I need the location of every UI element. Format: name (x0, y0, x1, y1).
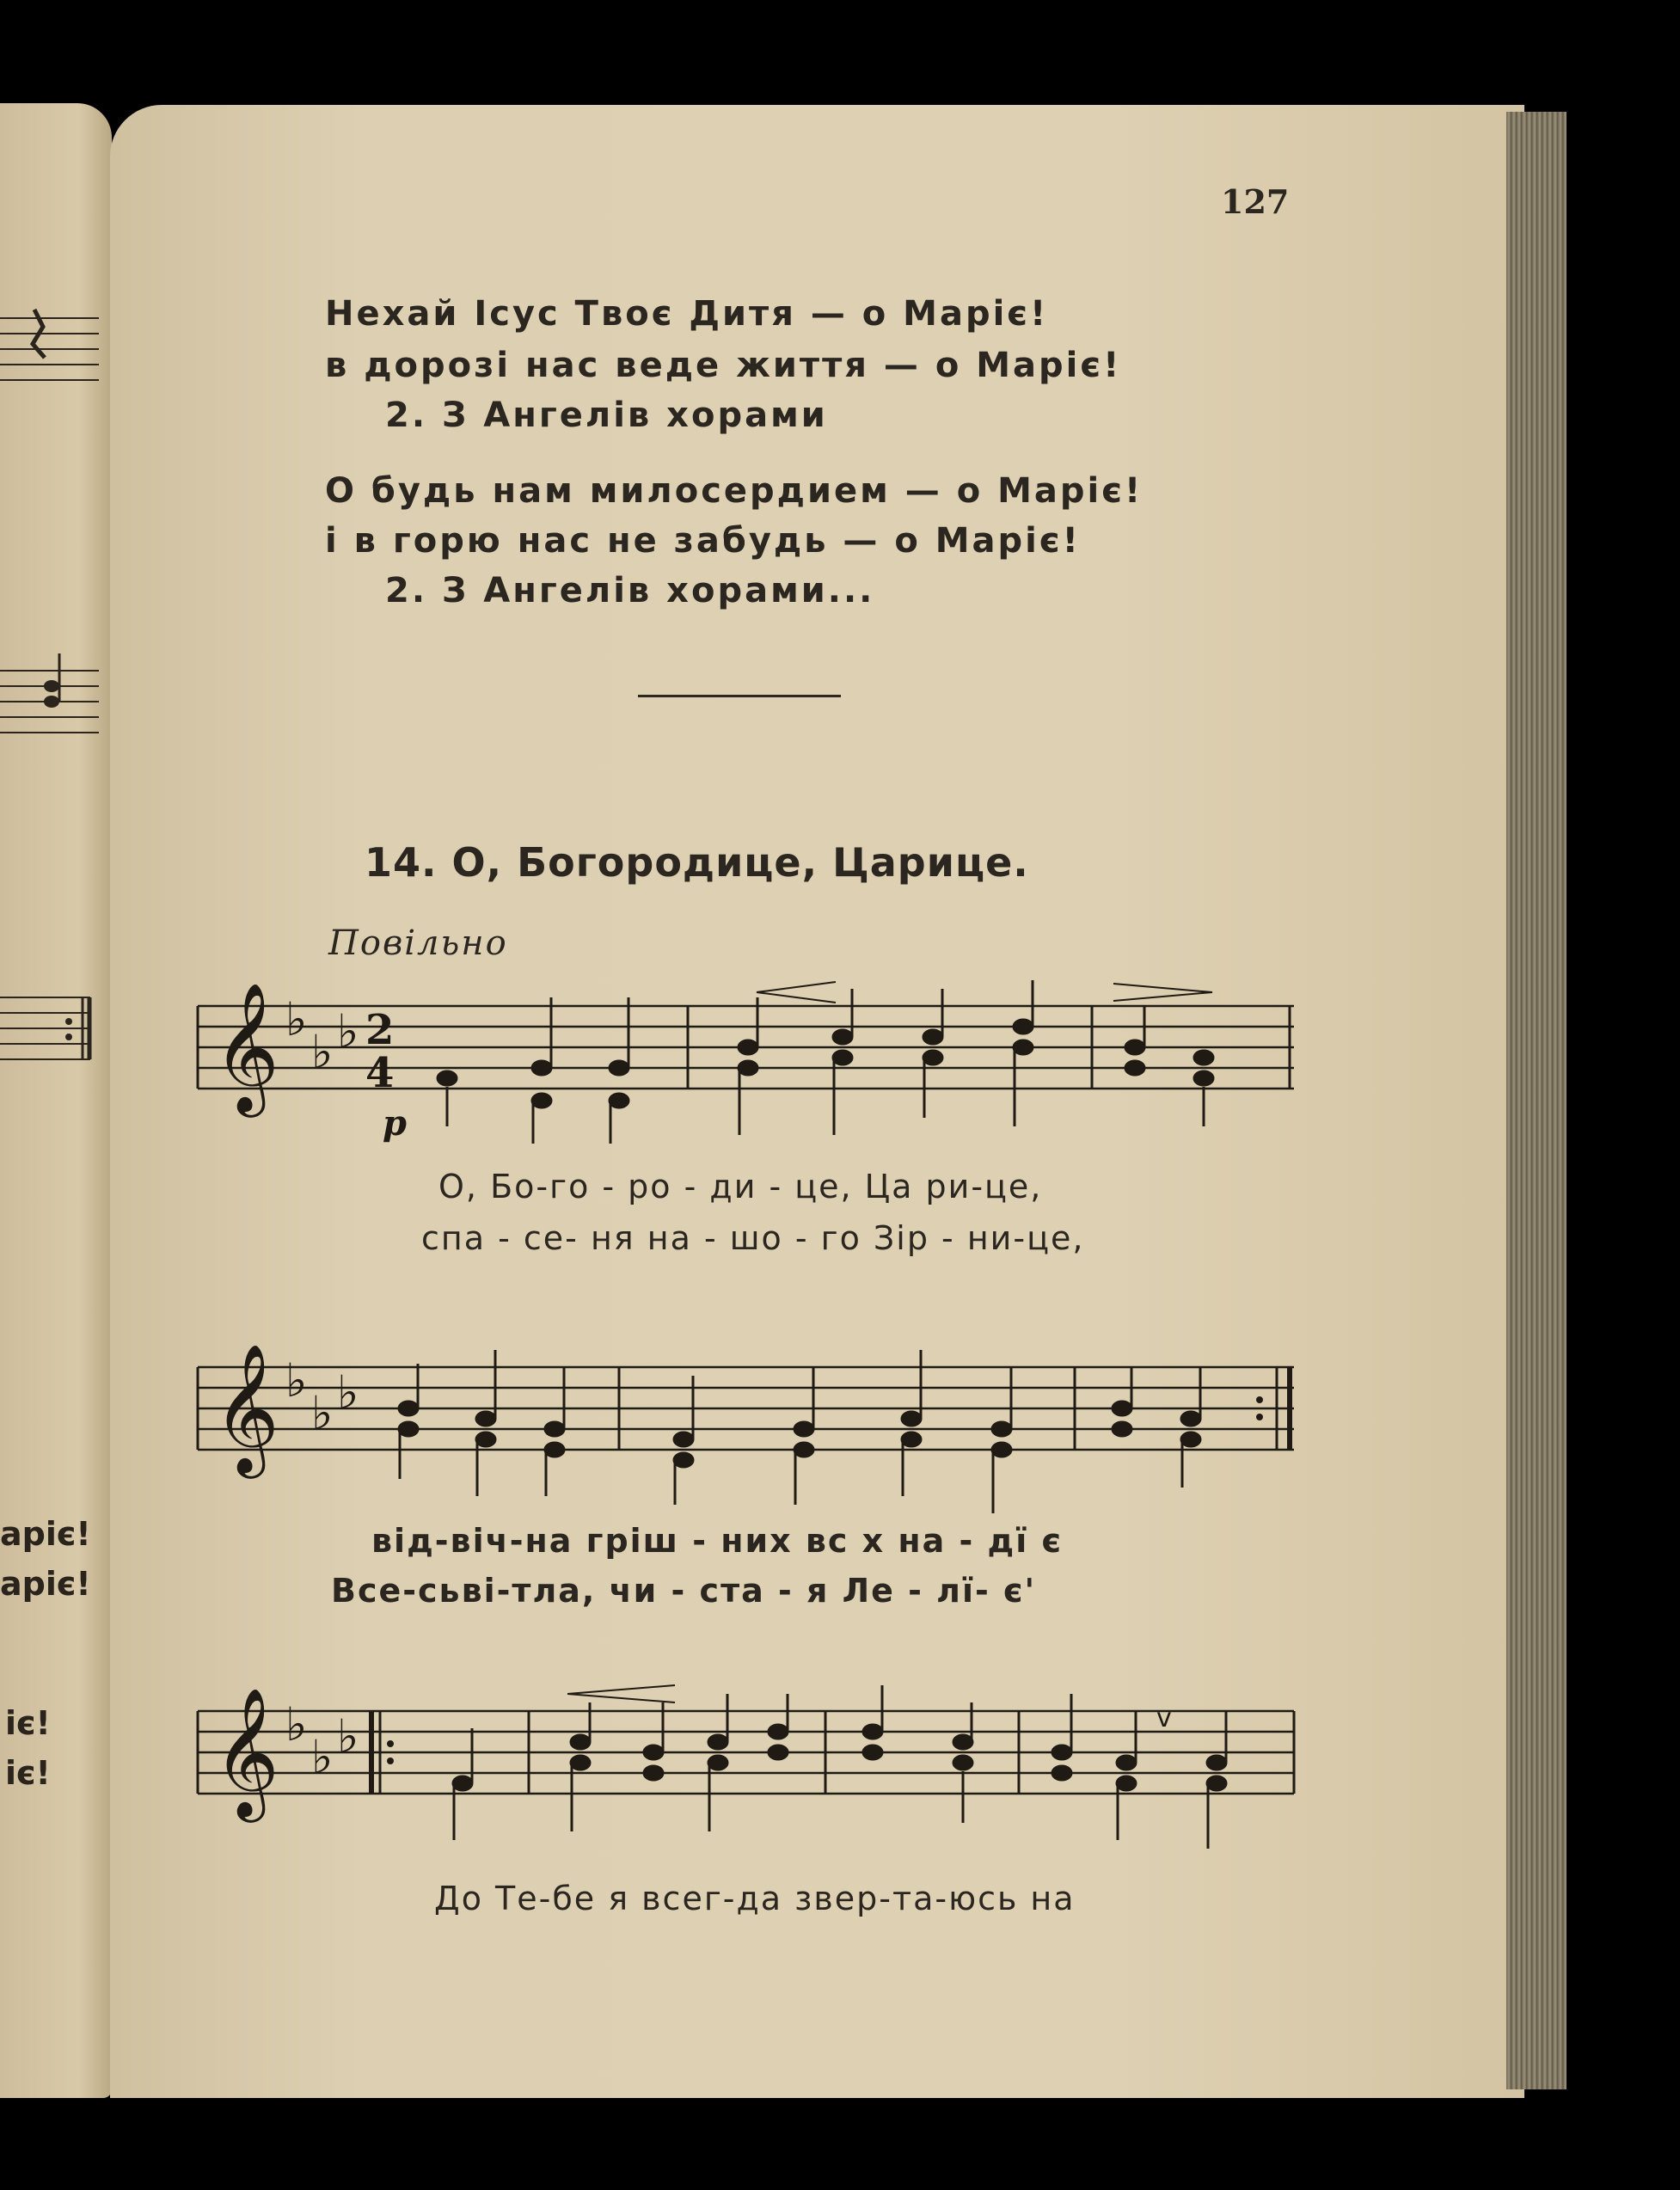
flat-icon: ♭ (285, 1353, 308, 1408)
lyrics-line: До Те-бе я всег-да звер-та-юсь на (434, 1880, 1076, 1917)
treble-clef-icon: 𝄞 (213, 1686, 279, 1817)
left-page-text: аріє! (0, 1565, 91, 1603)
dynamic-marking: p (383, 1103, 407, 1144)
note-group (438, 980, 1213, 1144)
lyrics-line: від-віч-на гріш - них вс х на - дї є (371, 1522, 1064, 1560)
treble-clef-icon: 𝄞 (213, 1342, 279, 1473)
flat-icon: ♭ (285, 992, 308, 1046)
hymn-title: 14. О, Богородице, Царице. (365, 839, 1029, 886)
lyrics-line: О, Бо-го - ро - ди - це, Ца ри-це, (438, 1168, 1043, 1205)
flat-icon: ♭ (311, 1730, 334, 1784)
left-page-text: іє! (5, 1704, 51, 1742)
left-staff-fragment (0, 653, 99, 736)
music-staff-3 (189, 1677, 1307, 1883)
left-staff-fragment (0, 301, 99, 383)
flat-icon: ♭ (311, 1025, 334, 1079)
verse-line: Нехай Ісус Твоє Дитя — о Маріє! (325, 294, 1049, 334)
verse-refrain: 2. З Ангелів хорами... (385, 571, 875, 610)
verse-line: в дорозі нас веде життя — о Маріє! (325, 346, 1122, 385)
page-number: 127 (1221, 182, 1290, 221)
left-page-text: іє! (5, 1754, 51, 1792)
accent-mark-icon: v (1156, 1703, 1172, 1733)
left-page-text: аріє! (0, 1515, 91, 1553)
left-staff-fragment (0, 980, 99, 1063)
left-page-edge (0, 103, 112, 2098)
section-divider (638, 695, 841, 697)
verse-line: О будь нам милосердием — о Маріє! (325, 471, 1144, 511)
flat-icon: ♭ (337, 1709, 359, 1764)
time-signature-bottom: 4 (365, 1049, 395, 1097)
flat-icon: ♭ (337, 1004, 359, 1058)
note-group (399, 1350, 1200, 1513)
flat-icon: ♭ (337, 1365, 359, 1420)
music-staff-2 (189, 1333, 1307, 1539)
tempo-marking: Повільно (328, 923, 508, 963)
page-stack-edge (1506, 112, 1567, 2089)
lyrics-line: Все-сьві-тла, чи - ста - я Ле - лї- є' (331, 1572, 1037, 1610)
lyrics-line: спа - се- ня на - шо - го Зір - ни-це, (421, 1219, 1085, 1257)
verse-refrain: 2. З Ангелів хорами (385, 396, 828, 435)
verse-line: і в горю нас не забудь — о Маріє! (325, 521, 1081, 561)
time-signature-top: 2 (365, 1006, 395, 1054)
note-group (453, 1685, 1226, 1849)
flat-icon: ♭ (285, 1697, 308, 1751)
treble-clef-icon: 𝄞 (213, 981, 279, 1112)
flat-icon: ♭ (311, 1386, 334, 1440)
